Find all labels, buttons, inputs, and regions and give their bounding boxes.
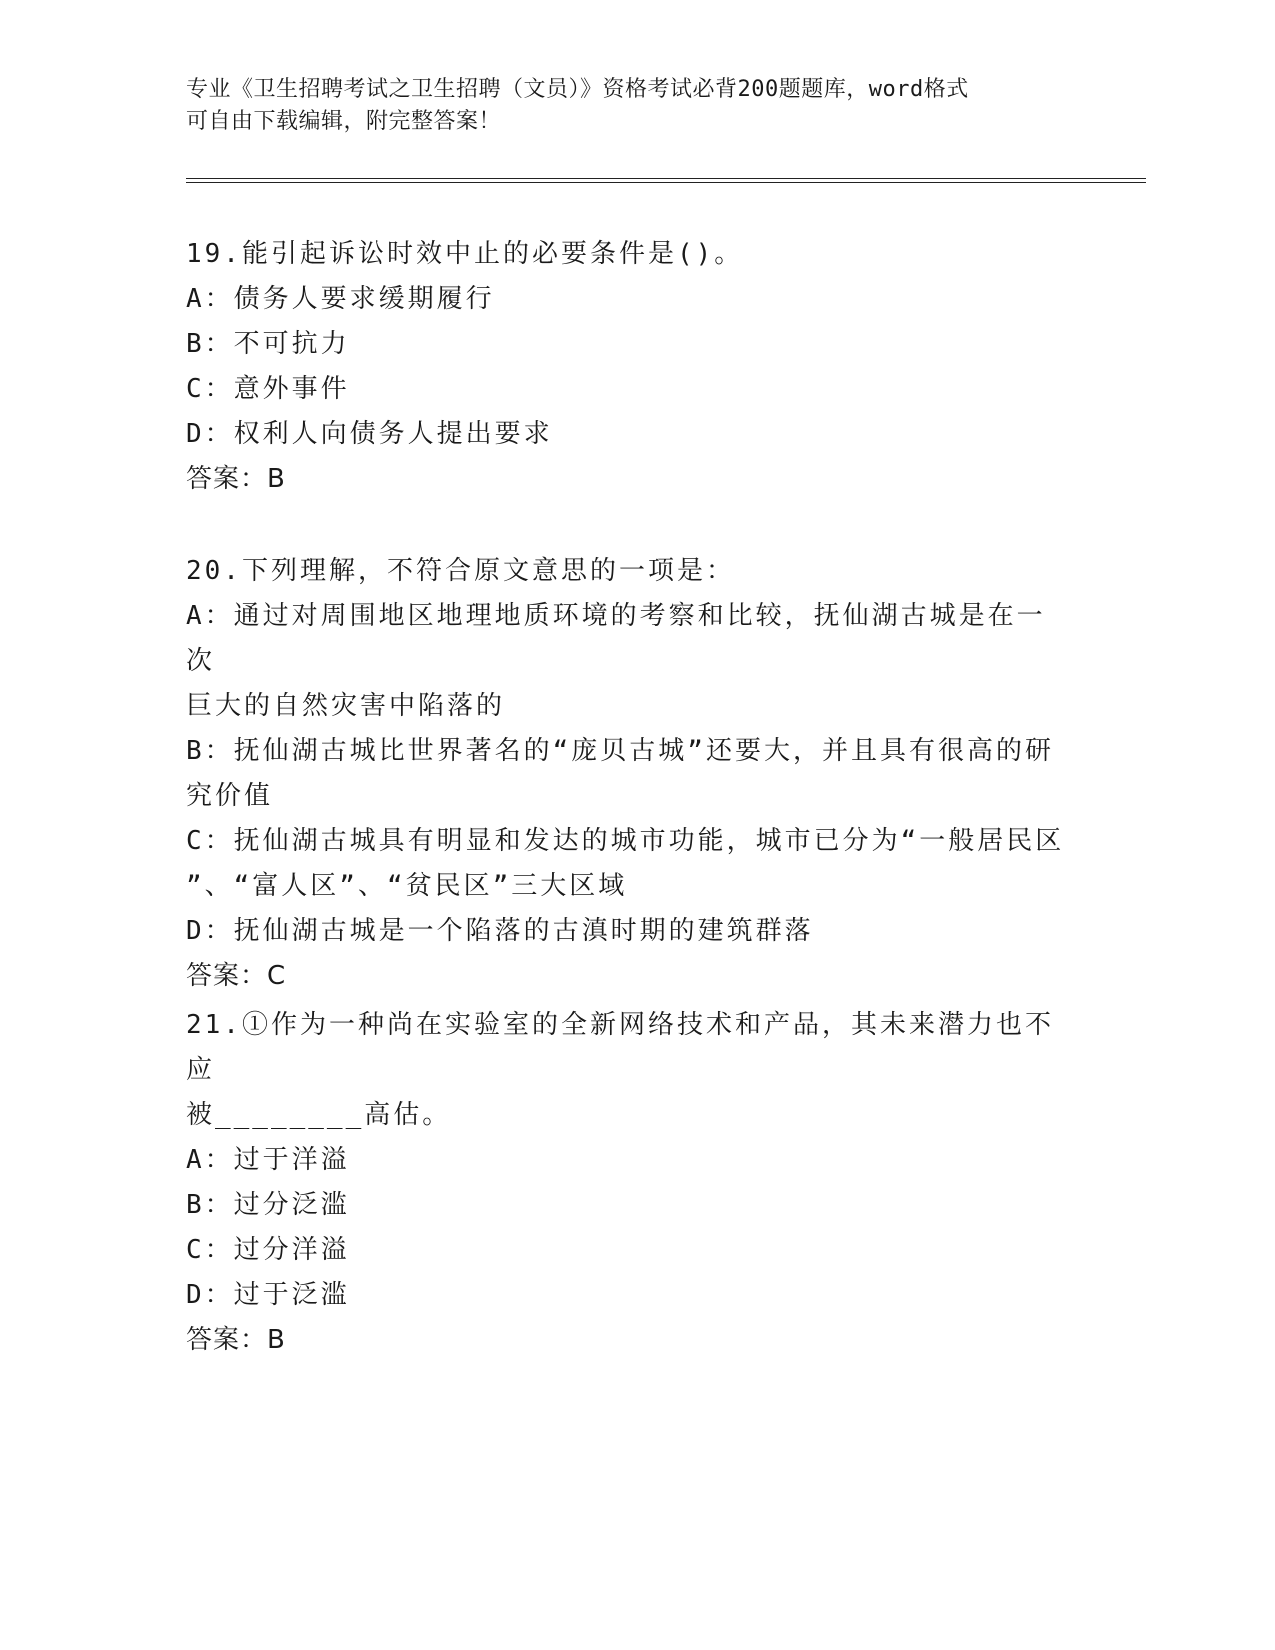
question-19 [186, 232, 1066, 502]
option-a [186, 594, 1066, 729]
option-c [186, 819, 1066, 909]
question-stem: 20.下列理解，不符合原文意思的一项是： [186, 556, 735, 586]
option-a-line-2: 巨大的自然灾害中陷落的 [186, 691, 506, 721]
option-c-line-1: C：抚仙湖古城具有明显和发达的城市功能，城市已分为“一般居民区 [186, 826, 1065, 856]
option-c: C：过分洋溢 [186, 1235, 350, 1265]
question-stem-line-2: 被________高估。 [186, 1100, 452, 1130]
option-b-line-2: 究价值 [186, 781, 274, 811]
option-b [186, 729, 1066, 819]
question-stem-line-1: 21.①作为一种尚在实验室的全新网络技术和产品，其未来潜力也不应 [186, 1010, 1054, 1085]
option-b: B：不可抗力 [186, 329, 350, 359]
option-b: B：过分泛滥 [186, 1190, 350, 1220]
answer: 答案：B [186, 1325, 286, 1355]
option-a: A：债务人要求缓期履行 [186, 284, 495, 314]
header-line-2: 可自由下载编辑，附完整答案！ [186, 109, 502, 134]
question-stem: 19.能引起诉讼时效中止的必要条件是()。 [186, 239, 744, 269]
option-c: C：意外事件 [186, 374, 350, 404]
header-line-1: 专业《卫生招聘考试之卫生招聘（文员）》资格考试必背200题题库，word格式 [186, 77, 969, 102]
answer: 答案：C [186, 961, 287, 991]
option-a: A：过于洋溢 [186, 1145, 350, 1175]
question-21 [186, 1003, 1066, 1363]
option-a-line-1: A：通过对周围地区地理地质环境的考察和比较，抚仙湖古城是在一次 [186, 601, 1046, 676]
question-20 [186, 549, 1066, 999]
option-c-line-2: ”、“富人区”、“贫民区”三大区域 [186, 871, 628, 901]
option-d: D：抚仙湖古城是一个陷落的古滇时期的建筑群落 [186, 916, 814, 946]
header-divider [186, 178, 1146, 183]
option-b-line-1: B：抚仙湖古城比世界著名的“庞贝古城”还要大，并且具有很高的研 [186, 736, 1054, 766]
question-stem [186, 1003, 1066, 1138]
option-d: D：过于泛滥 [186, 1280, 350, 1310]
option-d: D：权利人向债务人提出要求 [186, 419, 553, 449]
document-header [186, 74, 1066, 138]
answer: 答案：B [186, 464, 286, 494]
